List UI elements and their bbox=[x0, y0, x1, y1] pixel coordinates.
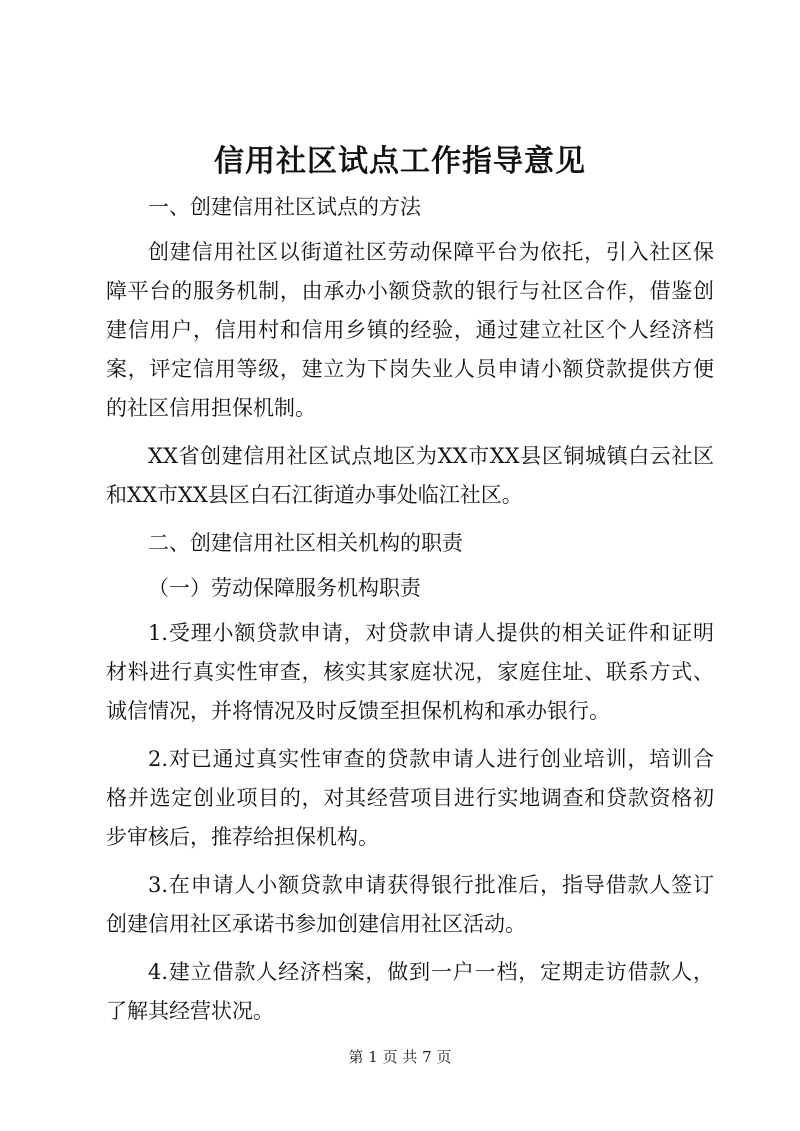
paragraph-methods-description: 创建信用社区以街道社区劳动保障平台为依托，引入社区保障平台的服务机制，由承办小额贷款的银行与社区合作，借鉴创建信用户，信用村和信用乡镇的经验，通过建立社区个人经济档案，评定信用等级，建立为下岗失业人员申请小额贷款提供方便的社区信用担保机制。 bbox=[106, 240, 714, 420]
document-body bbox=[106, 188, 714, 1040]
section-heading-responsibilities: 二、创建信用社区相关机构的职责 bbox=[148, 531, 463, 555]
list-item-1: 1.受理小额贷款申请，对贷款申请人提供的相关证件和证明材料进行真实性审查，核实其家庭状况，家庭住址、联系方式、诚信情况，并将情况及时反馈至担保机构和承办银行。 bbox=[106, 621, 714, 723]
document-title: 信用社区试点工作指导意见 bbox=[214, 144, 586, 179]
list-item-3: 3.在申请人小额贷款申请获得银行批准后，指导借款人签订创建信用社区承诺书参加创建信用社区活动。 bbox=[106, 873, 714, 936]
list-item-2: 2.对已通过真实性审查的贷款申请人进行创业培训，培训合格并选定创业项目的，对其经营项目进行实地调查和贷款资格初步审核后，推荐给担保机构。 bbox=[106, 747, 714, 849]
list-item-4: 4.建立借款人经济档案，做到一户一档，定期走访借款人，了解其经营状况。 bbox=[106, 960, 714, 1023]
paragraph-pilot-areas: XX省创建信用社区试点地区为XX市XX县区铜城镇白云社区和XX市XX县区白石江街道办事处临江社区。 bbox=[106, 444, 714, 507]
page-footer: 第 1 页 共 7 页 bbox=[348, 1048, 452, 1066]
subsection-heading-labor-service: （一）劳动保障服务机构职责 bbox=[148, 576, 421, 600]
section-heading-methods: 一、创建信用社区试点的方法 bbox=[148, 195, 421, 219]
